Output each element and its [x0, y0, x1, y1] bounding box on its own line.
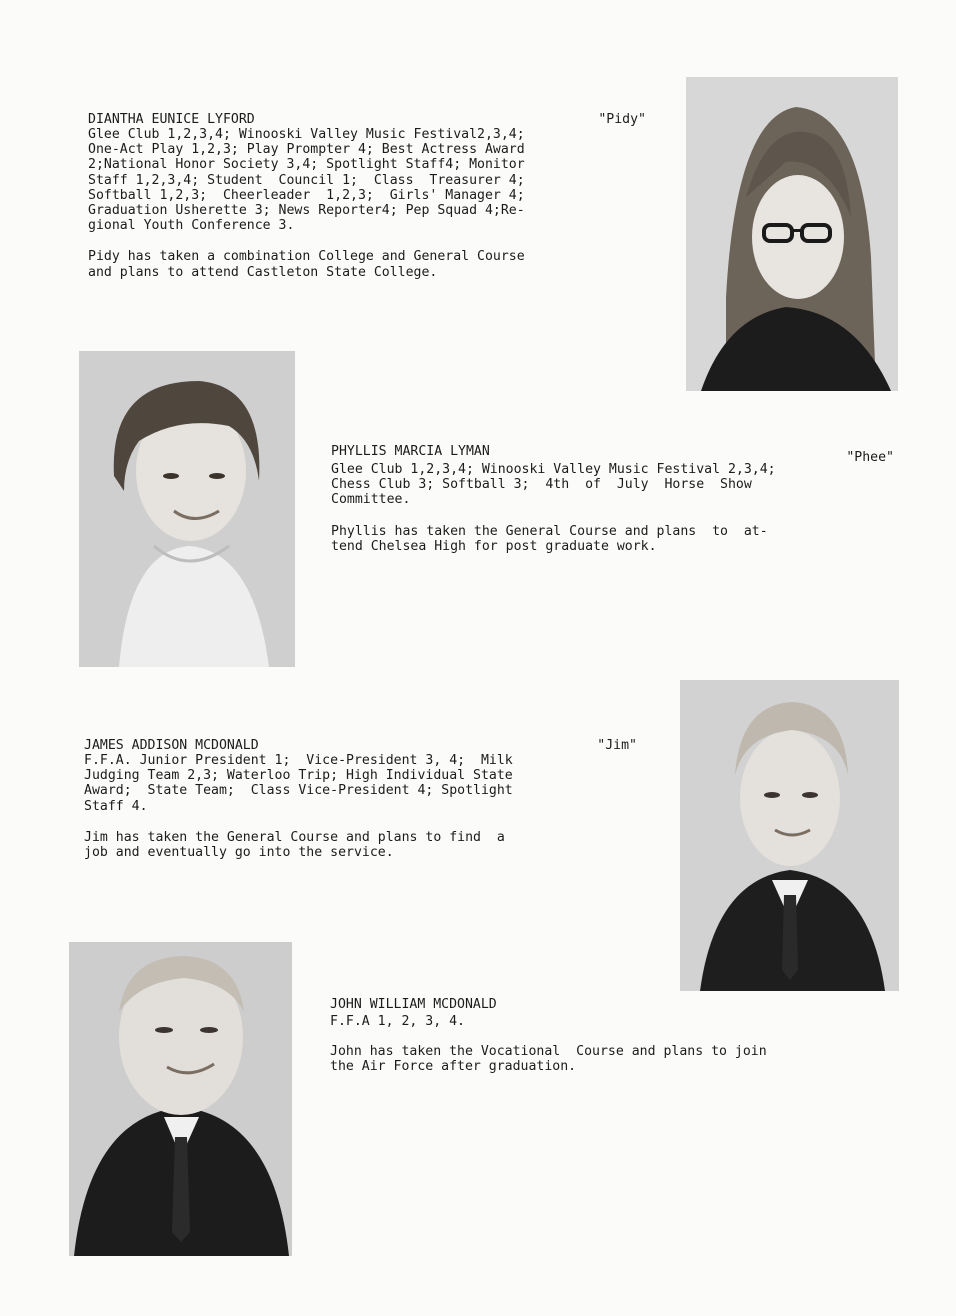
portrait-photo-john [69, 942, 292, 1256]
student-name: JOHN WILLIAM MCDONALD [330, 997, 497, 1012]
portrait-photo-diantha [686, 77, 898, 391]
student-course-plans: Pidy has taken a combination College and General Course and plans to attend Castleton State College. [88, 249, 525, 280]
student-name-row [331, 444, 896, 465]
student-entry-mcdonald-james [84, 738, 639, 860]
portrait-photo-phyllis [79, 351, 295, 667]
student-activities: Glee Club 1,2,3,4; Winooski Valley Music Festival2,3,4; One-Act Play 1,2,3; Play Prompter 4; Best Actress Award 2;National Honor Society 3,4; Spotlight Staff4; Monitor Staff 1,2,3,4; Student Council 1; Class Treasurer 4; Softball 1,2,3; Cheerleader 1,2,3; Girls' Manager 4; Graduation Usherette 3; News Reporter4; Pep Squad 4;Re- gional Youth Conference 3. [88, 127, 525, 234]
student-course-plans: Jim has taken the General Course and plans to find a job and eventually go into the service. [84, 829, 505, 861]
student-name: PHYLLIS MARCIA LYMAN [331, 444, 490, 459]
student-course-plans: John has taken the Vocational Course and plans to join the Air Force after graduation. [330, 1044, 767, 1075]
student-activities: Glee Club 1,2,3,4; Winooski Valley Music Festival 2,3,4; Chess Club 3; Softball 3; 4th of July Horse Show Committee. [331, 462, 776, 508]
student-entry-lyman-phyllis [331, 444, 896, 554]
student-name: DIANTHA EUNICE LYFORD [88, 112, 255, 127]
student-nickname [898, 997, 900, 1012]
student-name-row [88, 112, 648, 127]
student-entry-mcdonald-john [330, 997, 900, 1075]
student-nickname: "Jim" [597, 738, 637, 753]
student-nickname: "Phee" [846, 450, 894, 465]
portrait-photo-james [680, 680, 899, 991]
student-activities: F.F.A. Junior President 1; Vice-President 3, 4; Milk Judging Team 2,3; Waterloo Trip; High Individual State Award; State Team; Class Vice-President 4; Spotlight Staff 4. [84, 753, 513, 814]
student-activities: F.F.A 1, 2, 3, 4. [330, 1014, 465, 1029]
student-course-plans: Phyllis has taken the General Course and plans to at- tend Chelsea High for post graduate work. [331, 523, 768, 554]
student-entry-lyford-diantha [88, 112, 648, 280]
student-name-row [330, 997, 900, 1012]
student-name: JAMES ADDISON MCDONALD [84, 738, 259, 753]
student-nickname: "Pidy" [598, 112, 646, 127]
student-name-row [84, 738, 639, 753]
